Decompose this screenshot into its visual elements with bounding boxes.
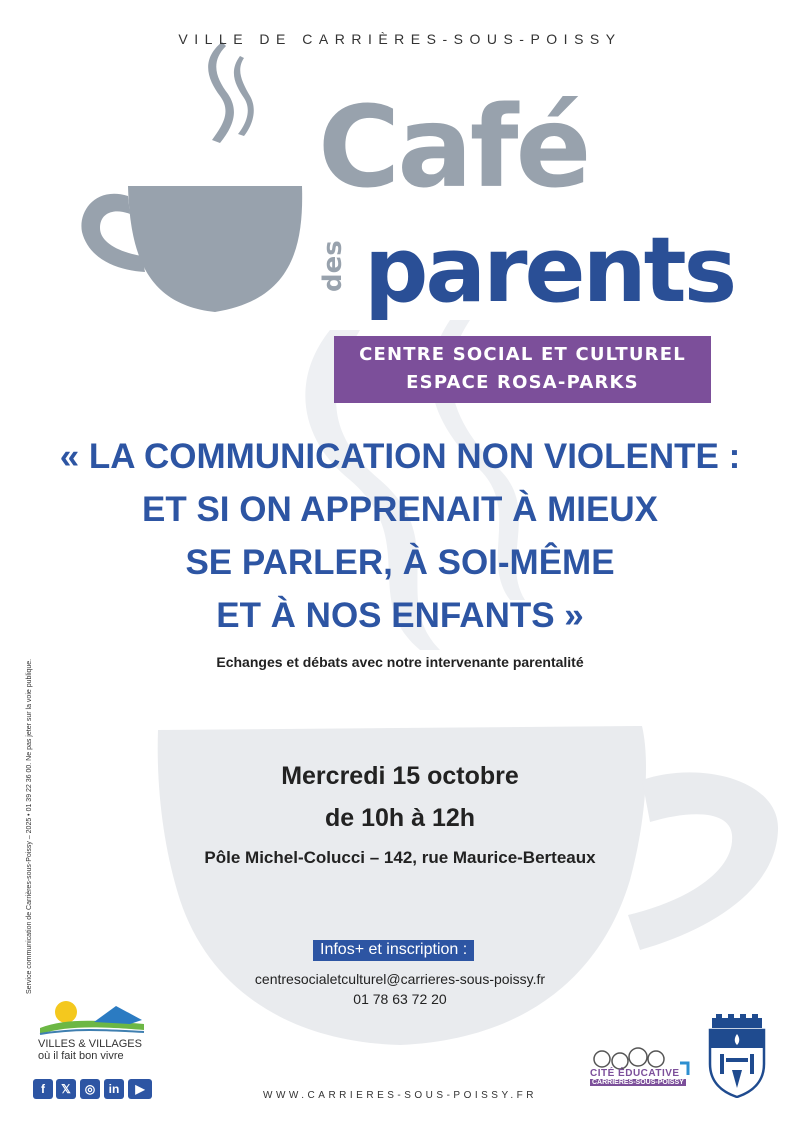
event-date: Mercredi 15 octobre	[281, 762, 519, 790]
youtube-icon[interactable]: ▶	[128, 1079, 152, 1099]
cite-line-1: CITÉ ÉDUCATIVE	[590, 1068, 680, 1079]
city-crest-icon	[706, 1014, 768, 1098]
side-credit: Service communication de Carrières-sous-Poissy – 2025 • 01 39 22 36 00. Ne pas jeter sur la voie publique.	[26, 658, 33, 994]
vv-line-1: VILLES & VILLAGES	[38, 1038, 142, 1050]
roof-icon	[94, 1006, 142, 1024]
cite-line-2: CARRIÈRES-SOUS-POISSY	[592, 1079, 684, 1086]
contact-phone[interactable]: 01 78 63 72 20	[353, 991, 447, 1007]
title-parents: parents	[364, 218, 735, 323]
infos-badge: Infos+ et inscription :	[313, 940, 474, 961]
city-banner: VILLE DE CARRIÈRES-SOUS-POISSY	[178, 31, 622, 47]
headline-line-3: SE PARLER, À SOI-MÊME	[185, 543, 615, 582]
website-link[interactable]: WWW.CARRIERES-SOUS-POISSY.FR	[263, 1090, 537, 1101]
headline-line-4: ET À NOS ENFANTS »	[216, 596, 584, 635]
event-place: Pôle Michel-Colucci – 142, rue Maurice-Berteaux	[204, 848, 596, 867]
vv-line-2: où il fait bon vivre	[38, 1050, 124, 1062]
venue-line-1: CENTRE SOCIAL ET CULTUREL	[359, 344, 686, 365]
facebook-icon[interactable]: f	[33, 1079, 53, 1099]
steam-icon	[208, 42, 234, 143]
subtitle: Echanges et débats avec notre intervenante parentalité	[216, 654, 584, 670]
headline	[0, 430, 800, 642]
linkedin-icon[interactable]: in	[104, 1079, 124, 1099]
venue-line-2: ESPACE ROSA-PARKS	[406, 372, 639, 393]
headline-line-1: « LA COMMUNICATION NON VIOLENTE :	[59, 437, 741, 476]
title-cafe: Café	[318, 83, 589, 213]
villes-villages-logo	[36, 998, 148, 1038]
venue-box	[334, 336, 711, 403]
sun-icon	[55, 1001, 77, 1023]
title-des: des	[318, 240, 348, 292]
cup-icon	[128, 186, 302, 312]
villes-villages-text	[38, 1038, 142, 1062]
instagram-icon[interactable]: ◎	[80, 1079, 100, 1099]
event-time: de 10h à 12h	[324, 804, 476, 832]
x-icon[interactable]: 𝕏	[56, 1079, 76, 1099]
contact-email[interactable]: centresocialetculturel@carrieres-sous-poissy.fr	[254, 971, 546, 987]
headline-line-2: ET SI ON APPRENAIT À MIEUX	[142, 490, 658, 529]
